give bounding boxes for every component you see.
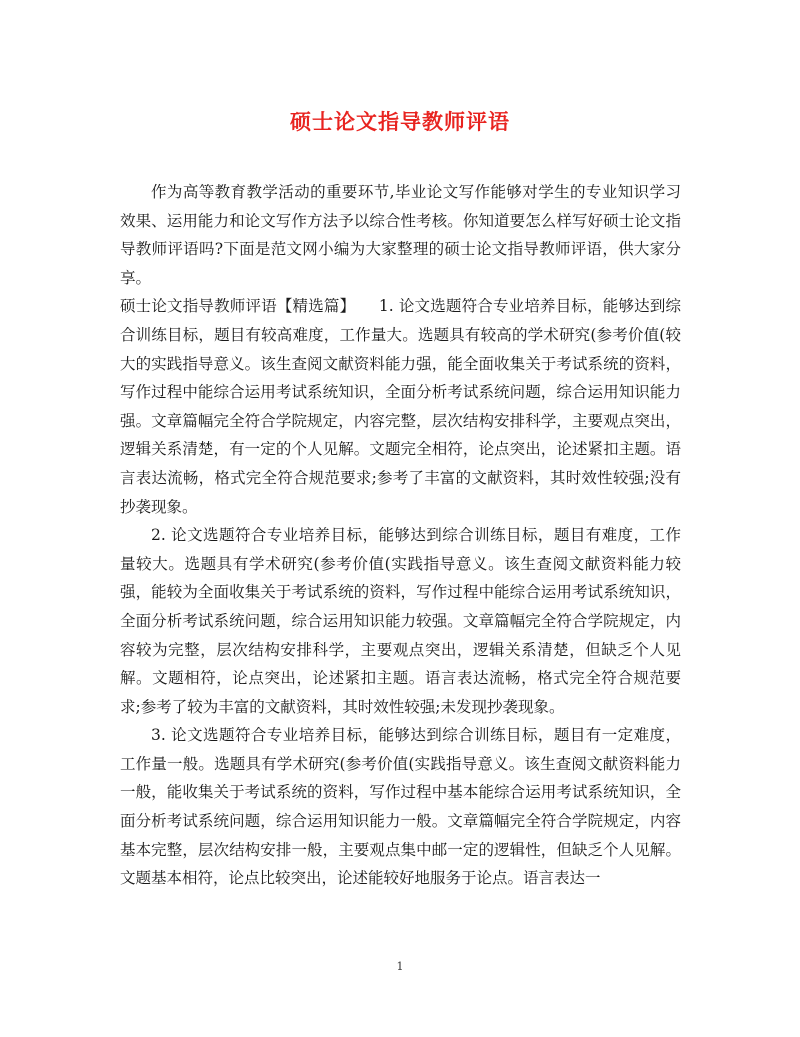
comment-paragraph-1: 硕士论文指导教师评语【精选篇】 1. 论文选题符合专业培养目标，能够达到综合训练目标，题目有较高难度，工作量大。选题具有较高的学术研究(参考价值(较大的实践指导意义。该生查阅文献资料能力强，能全面收集关于考试系统的资料，写作过程中能综合运用考试系统知识，全面分析考试系统问题，综合运用知识能力强。文章篇幅完全符合学院规定，内容完整，层次结构安排科学，主要观点突出，逻辑关系清楚，有一定的个人见解。文题完全相符，论点突出，论述紧扣主题。语言表达流畅，格式完全符合规范要求;参考了丰富的文献资料，其时效性较强;没有抄袭现象。 — [120, 297, 681, 516]
intro-paragraph: 作为高等教育教学活动的重要环节,毕业论文写作能够对学生的专业知识学习效果、运用能力和论文写作方法予以综合性考核。你知道要怎么样写好硕士论文指导教师评语吗?下面是范文网小编为大家整理的硕士论文指导教师评语，供大家分享。 — [120, 183, 681, 287]
document-body — [120, 178, 681, 893]
document-title: 硕士论文指导教师评语 — [290, 109, 510, 134]
comment-paragraph-2: 2. 论文选题符合专业培养目标，能够达到综合训练目标，题目有难度，工作量较大。选题具有学术研究(参考价值(实践指导意义。该生查阅文献资料能力较强，能较为全面收集关于考试系统的资料，写作过程中能综合运用考试系统知识，全面分析考试系统问题，综合运用知识能力较强。文章篇幅完全符合学院规定，内容较为完整，层次结构安排科学，主要观点突出，逻辑关系清楚，但缺乏个人见解。文题相符，论点突出，论述紧扣主题。语言表达流畅，格式完全符合规范要求;参考了较为丰富的文献资料，其时效性较强;未发现抄袭现象。 — [120, 526, 681, 716]
comment-paragraph-3: 3. 论文选题符合专业培养目标，能够达到综合训练目标，题目有一定难度，工作量一般。选题具有学术研究(参考价值(实践指导意义。该生查阅文献资料能力一般，能收集关于考试系统的资料，写作过程中基本能综合运用考试系统知识，全面分析考试系统问题，综合运用知识能力一般。文章篇幅完全符合学院规定，内容基本完整，层次结构安排一般，主要观点集中邮一定的逻辑性，但缺乏个人见解。文题基本相符，论点比较突出，论述能较好地服务于论点。语言表达一 — [120, 726, 681, 888]
page-number: 1 — [396, 960, 404, 973]
